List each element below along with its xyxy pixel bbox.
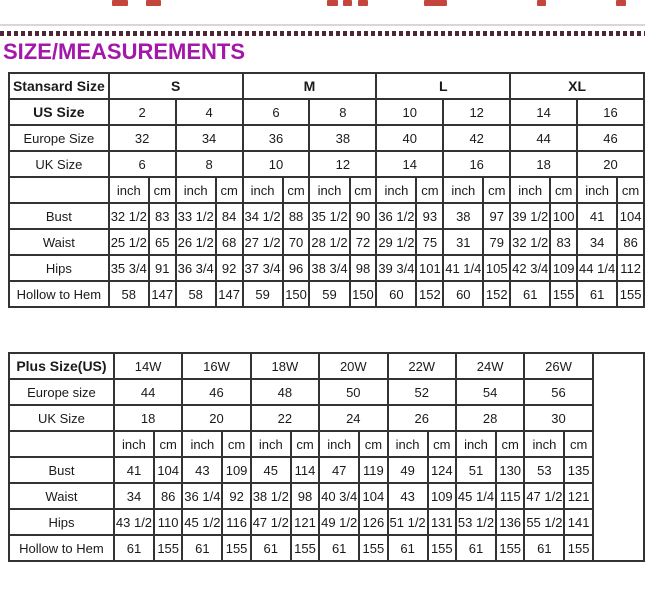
measurement-value-cell: 112 [617,255,644,281]
row-label: Hips [9,255,109,281]
size-value-cell: 44 [114,379,182,405]
measurement-value-cell: 101 [416,255,443,281]
unit-cell-cm: cm [283,177,310,203]
size-group-header: S [109,73,243,99]
measurement-value-cell: 25 1/2 [109,229,149,255]
measurement-value-cell: 65 [149,229,176,255]
size-group-header: 26W [524,353,592,379]
row-label: Waist [9,483,114,509]
unit-cell-inch: inch [319,431,359,457]
measurement-value-cell: 92 [216,255,243,281]
measurement-value-cell: 43 [388,483,428,509]
measurement-value-cell: 110 [154,509,182,535]
row-label: UK Size [9,405,114,431]
measurement-value-cell: 121 [291,509,319,535]
measurement-value-cell: 98 [291,483,319,509]
measurement-value-cell: 53 1/2 [456,509,496,535]
measurement-value-cell: 150 [283,281,310,307]
measurement-value-cell: 55 1/2 [524,509,564,535]
unit-cell-cm: cm [564,431,592,457]
unit-cell-cm: cm [483,177,510,203]
size-group-header: 22W [388,353,456,379]
unit-cell-inch: inch [251,431,291,457]
row-label: Waist [9,229,109,255]
measurement-value-cell: 45 1/2 [182,509,222,535]
measurement-value-cell: 36 1/2 [376,203,416,229]
measurement-value-cell: 109 [222,457,250,483]
red-text-fragment [424,0,447,6]
unit-cell-inch: inch [243,177,283,203]
measurement-value-cell: 29 1/2 [376,229,416,255]
size-group-header: XL [510,73,644,99]
row-label: Europe size [9,379,114,405]
size-value-cell: 24 [319,405,387,431]
unit-cell-cm: cm [291,431,319,457]
unit-cell-cm: cm [416,177,443,203]
measurement-value-cell: 33 1/2 [176,203,216,229]
measurement-row [9,255,644,281]
red-text-fragment [343,0,352,6]
row-label-empty [9,177,109,203]
size-value-cell: 6 [243,99,310,125]
measurement-value-cell: 84 [216,203,243,229]
measurement-value-cell: 104 [154,457,182,483]
measurement-value-cell: 79 [483,229,510,255]
unit-cell-cm: cm [428,431,456,457]
measurement-value-cell: 135 [564,457,592,483]
dashed-divider [0,31,645,36]
measurement-value-cell: 98 [350,255,377,281]
measurement-value-cell: 155 [154,535,182,561]
measurement-value-cell: 41 [577,203,617,229]
row-label: Hollow to Hem [9,535,114,561]
size-value-cell: 46 [182,379,250,405]
size-value-cell: 8 [176,151,243,177]
size-value-cell: 50 [319,379,387,405]
measurement-value-cell: 61 [251,535,291,561]
measurement-value-cell: 61 [114,535,154,561]
row-label: Bust [9,203,109,229]
size-value-cell: 46 [577,125,644,151]
measurement-value-cell: 72 [350,229,377,255]
unit-cell-cm: cm [222,431,250,457]
measurement-value-cell: 35 3/4 [109,255,149,281]
measurement-value-cell: 155 [291,535,319,561]
measurement-row [9,509,644,535]
measurement-value-cell: 119 [359,457,387,483]
measurement-value-cell: 61 [388,535,428,561]
size-value-cell: 34 [176,125,243,151]
standard-size-table [8,72,645,308]
measurement-value-cell: 58 [176,281,216,307]
measurement-value-cell: 121 [564,483,592,509]
red-text-fragment [616,0,626,6]
measurement-value-cell: 83 [550,229,577,255]
size-value-cell: 18 [114,405,182,431]
measurement-value-cell: 26 1/2 [176,229,216,255]
measurement-value-cell: 43 1/2 [114,509,154,535]
red-text-fragment [358,0,368,6]
measurement-value-cell: 130 [496,457,524,483]
measurement-value-cell: 45 [251,457,291,483]
measurement-value-cell: 86 [154,483,182,509]
measurement-value-cell: 136 [496,509,524,535]
measurement-value-cell: 86 [617,229,644,255]
measurement-value-cell: 155 [617,281,644,307]
size-value-cell: 4 [176,99,243,125]
size-value-cell: 18 [510,151,577,177]
measurement-value-cell: 75 [416,229,443,255]
size-value-cell: 10 [376,99,443,125]
size-row [9,125,644,151]
red-text-fragment [327,0,338,6]
measurement-value-cell: 43 [182,457,222,483]
measurement-value-cell: 38 1/2 [251,483,291,509]
measurement-value-cell: 34 1/2 [243,203,283,229]
size-value-cell: 26 [388,405,456,431]
measurement-value-cell: 32 1/2 [109,203,149,229]
unit-cell-inch: inch [114,431,154,457]
size-value-cell: 14 [376,151,443,177]
measurement-value-cell: 27 1/2 [243,229,283,255]
unit-cell-inch: inch [524,431,564,457]
measurement-value-cell: 41 1/4 [443,255,483,281]
row-label: Hollow to Hem [9,281,109,307]
size-group-header: 20W [319,353,387,379]
unit-cell-cm: cm [216,177,243,203]
unit-cell-cm: cm [617,177,644,203]
unit-cell-inch: inch [443,177,483,203]
measurement-value-cell: 104 [617,203,644,229]
measurement-row [9,457,644,483]
unit-cell-inch: inch [182,431,222,457]
unit-cell-inch: inch [510,177,550,203]
unit-cell-cm: cm [359,431,387,457]
measurement-value-cell: 131 [428,509,456,535]
measurement-value-cell: 49 1/2 [319,509,359,535]
red-text-fragment [146,0,161,6]
measurement-value-cell: 38 3/4 [309,255,349,281]
measurement-value-cell: 39 1/2 [510,203,550,229]
measurement-value-cell: 155 [222,535,250,561]
measurement-value-cell: 126 [359,509,387,535]
size-value-cell: 40 [376,125,443,151]
measurement-value-cell: 45 1/4 [456,483,496,509]
size-value-cell: 16 [577,99,644,125]
row-label: Europe Size [9,125,109,151]
size-value-cell: 20 [182,405,250,431]
size-group-header: 18W [251,353,319,379]
unit-cell-cm: cm [154,431,182,457]
row-label: UK Size [9,151,109,177]
measurement-row [9,203,644,229]
unit-cell-inch: inch [456,431,496,457]
size-group-header: 16W [182,353,250,379]
measurement-value-cell: 141 [564,509,592,535]
row-label-empty [9,431,114,457]
red-text-fragment [112,0,128,6]
measurement-value-cell: 61 [319,535,359,561]
size-group-header: 14W [114,353,182,379]
size-group-header: L [376,73,510,99]
measurement-value-cell: 115 [496,483,524,509]
measurement-value-cell: 36 1/4 [182,483,222,509]
measurement-value-cell: 100 [550,203,577,229]
size-row [9,151,644,177]
size-value-cell: 52 [388,379,456,405]
red-text-fragment [537,0,546,6]
measurement-value-cell: 28 1/2 [309,229,349,255]
measurement-value-cell: 88 [283,203,310,229]
measurement-value-cell: 70 [283,229,310,255]
measurement-value-cell: 44 1/4 [577,255,617,281]
unit-cell-cm: cm [496,431,524,457]
measurement-value-cell: 40 3/4 [319,483,359,509]
unit-cell-inch: inch [577,177,617,203]
size-value-cell: 42 [443,125,510,151]
measurement-value-cell: 42 3/4 [510,255,550,281]
row-label: Hips [9,509,114,535]
measurement-value-cell: 61 [182,535,222,561]
measurement-value-cell: 58 [109,281,149,307]
size-value-cell: 44 [510,125,577,151]
size-value-cell: 6 [109,151,176,177]
unit-cell-inch: inch [388,431,428,457]
measurement-value-cell: 155 [496,535,524,561]
size-value-cell: 12 [443,99,510,125]
size-group-header: 24W [456,353,524,379]
unit-cell-cm: cm [149,177,176,203]
size-group-header: M [243,73,377,99]
measurement-value-cell: 32 1/2 [510,229,550,255]
size-value-cell: 2 [109,99,176,125]
measurement-value-cell: 61 [456,535,496,561]
measurement-value-cell: 96 [283,255,310,281]
measurement-value-cell: 36 3/4 [176,255,216,281]
measurement-value-cell: 155 [359,535,387,561]
measurement-value-cell: 116 [222,509,250,535]
corner-label: Stansard Size [9,73,109,99]
size-value-cell: 48 [251,379,319,405]
size-value-cell: 38 [309,125,376,151]
measurement-value-cell: 155 [550,281,577,307]
measurement-value-cell: 155 [564,535,592,561]
measurement-value-cell: 147 [216,281,243,307]
measurement-value-cell: 90 [350,203,377,229]
measurement-value-cell: 41 [114,457,154,483]
measurement-value-cell: 47 1/2 [251,509,291,535]
size-value-cell: 22 [251,405,319,431]
measurement-row [9,229,644,255]
measurement-value-cell: 47 1/2 [524,483,564,509]
size-value-cell: 12 [309,151,376,177]
measurement-value-cell: 68 [216,229,243,255]
measurement-value-cell: 147 [149,281,176,307]
measurement-value-cell: 114 [291,457,319,483]
unit-cell-inch: inch [376,177,416,203]
corner-label: Plus Size(US) [9,353,114,379]
measurement-value-cell: 92 [222,483,250,509]
unit-row [9,177,644,203]
size-value-cell: 28 [456,405,524,431]
measurement-value-cell: 51 [456,457,496,483]
size-group-header-row [9,73,644,99]
unit-row [9,431,644,457]
measurement-value-cell: 53 [524,457,564,483]
measurement-value-cell: 83 [149,203,176,229]
measurement-value-cell: 104 [359,483,387,509]
measurement-value-cell: 105 [483,255,510,281]
size-value-cell: 8 [309,99,376,125]
size-value-cell: 56 [524,379,592,405]
row-label: Bust [9,457,114,483]
measurement-value-cell: 59 [243,281,283,307]
size-group-header-row [9,353,644,379]
unit-cell-cm: cm [550,177,577,203]
measurement-row [9,281,644,307]
measurement-value-cell: 59 [309,281,349,307]
empty-cell [593,353,644,561]
measurement-value-cell: 152 [416,281,443,307]
measurement-value-cell: 150 [350,281,377,307]
size-value-cell: 20 [577,151,644,177]
measurement-row [9,535,644,561]
size-value-cell: 16 [443,151,510,177]
measurement-value-cell: 39 3/4 [376,255,416,281]
measurement-value-cell: 34 [577,229,617,255]
measurement-value-cell: 155 [428,535,456,561]
measurement-value-cell: 61 [524,535,564,561]
measurement-value-cell: 31 [443,229,483,255]
measurement-value-cell: 47 [319,457,359,483]
measurement-value-cell: 35 1/2 [309,203,349,229]
size-row [9,99,644,125]
size-row [9,405,644,431]
size-value-cell: 32 [109,125,176,151]
measurement-value-cell: 97 [483,203,510,229]
measurement-value-cell: 49 [388,457,428,483]
measurement-value-cell: 93 [416,203,443,229]
measurement-value-cell: 61 [577,281,617,307]
measurement-value-cell: 51 1/2 [388,509,428,535]
size-value-cell: 30 [524,405,592,431]
size-value-cell: 36 [243,125,310,151]
size-value-cell: 10 [243,151,310,177]
size-value-cell: 54 [456,379,524,405]
measurement-value-cell: 60 [376,281,416,307]
unit-cell-inch: inch [309,177,349,203]
measurement-value-cell: 152 [483,281,510,307]
measurement-value-cell: 60 [443,281,483,307]
unit-cell-cm: cm [350,177,377,203]
plus-size-table [8,352,645,562]
row-label: US Size [9,99,109,125]
measurement-value-cell: 37 3/4 [243,255,283,281]
size-value-cell: 14 [510,99,577,125]
unit-cell-inch: inch [109,177,149,203]
unit-cell-inch: inch [176,177,216,203]
measurement-value-cell: 109 [428,483,456,509]
measurement-value-cell: 124 [428,457,456,483]
size-row [9,379,644,405]
top-divider-line [0,24,645,26]
measurement-value-cell: 34 [114,483,154,509]
measurement-value-cell: 38 [443,203,483,229]
measurement-row [9,483,644,509]
measurement-value-cell: 61 [510,281,550,307]
measurement-value-cell: 109 [550,255,577,281]
measurement-value-cell: 91 [149,255,176,281]
page-title: SIZE/MEASUREMENTS [3,39,246,64]
